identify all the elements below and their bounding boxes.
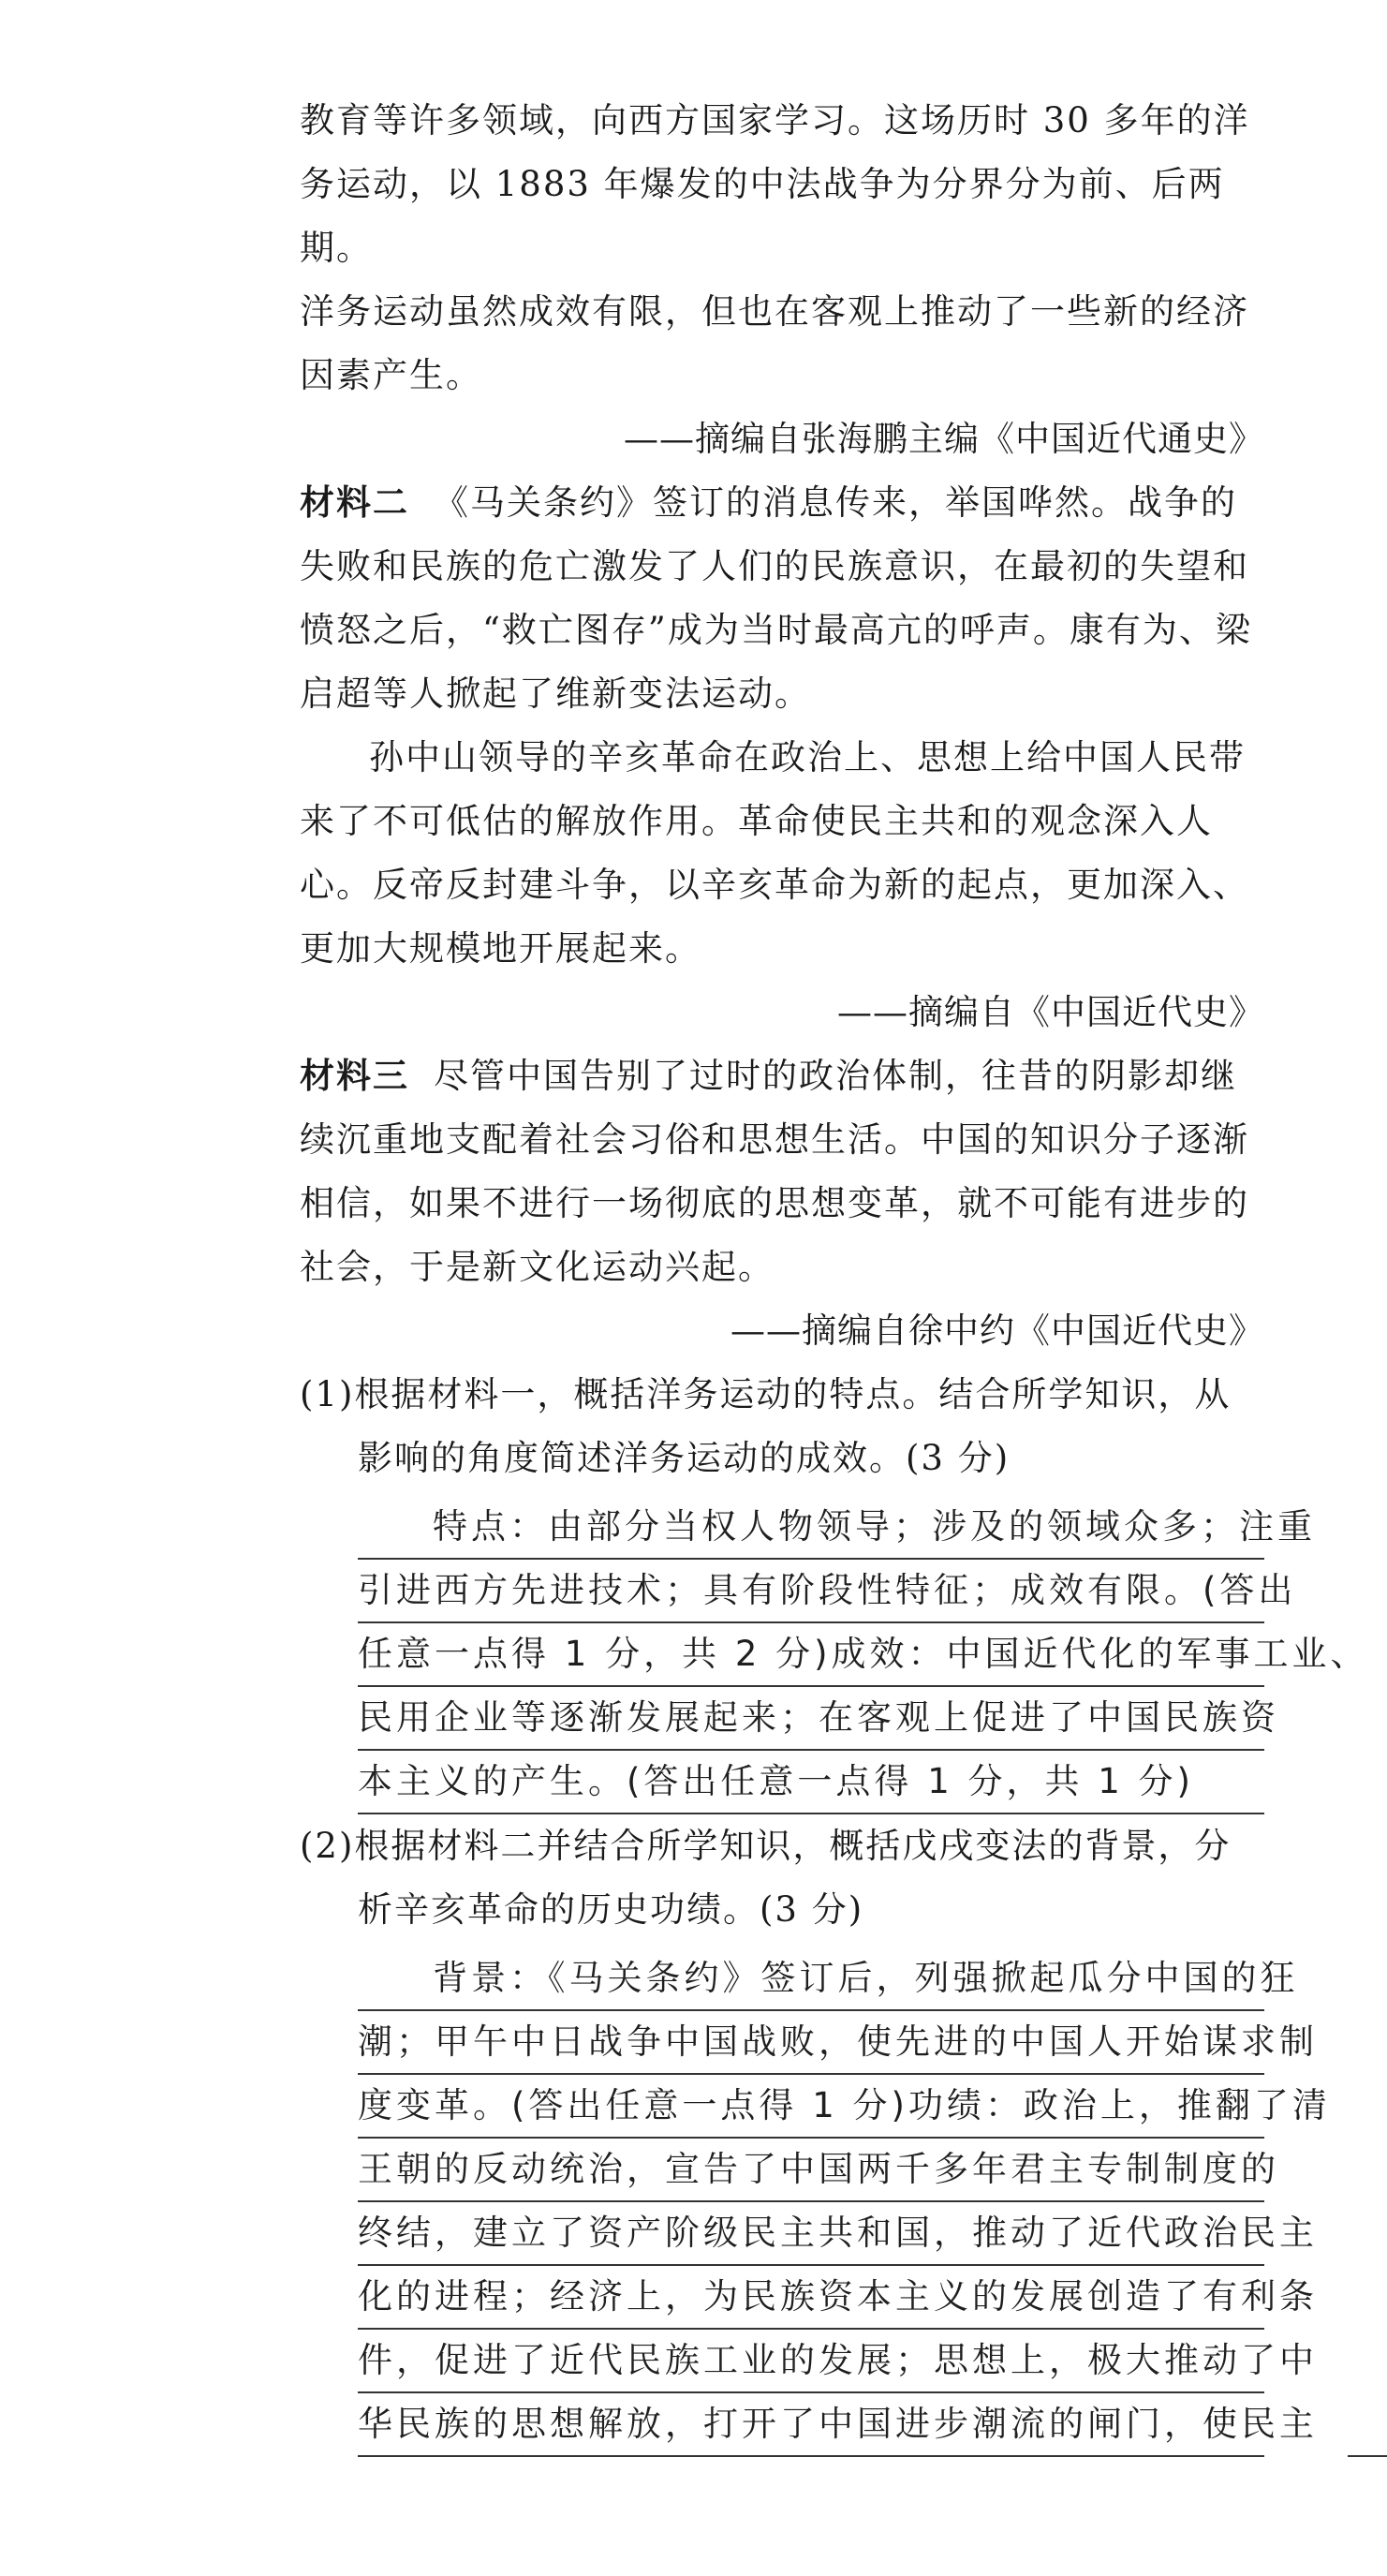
material2-text1: 《马关条约》签订的消息传来，举国哗然。战争的失败和民族的危亡激发了人们的民族意识，在最初的失望和愤怒之后，“救亡图存”成为当时最高亢的呼声。康有为、梁启超等人掀起了维新变法运动。 — [300, 482, 1252, 714]
answer-line: 潮；甲午中日战争中国战败，使先进的中国人开始谋求制 — [358, 2011, 1264, 2075]
answer-line: 件，促进了近代民族工业的发展；思想上，极大推动了中 — [358, 2330, 1264, 2393]
material1-continuation — [300, 89, 1264, 471]
question2 — [300, 1814, 1331, 2457]
material3-text1: 尽管中国告别了过时的政治体制，往昔的阴影却继续沉重地支配着社会习俗和思想生活。中国的知识分子逐渐相信，如果不进行一场彻底的思想变革，就不可能有进步的社会，于是新文化运动兴起。 — [300, 1056, 1249, 1287]
material2-paragraph1 — [300, 471, 1264, 726]
answer-line: 华民族的思想解放，打开了中国进步潮流的闸门，使民主 — [358, 2393, 1264, 2457]
material2-paragraph2: 孙中山领导的辛亥革命在政治上、思想上给中国人民带来了不可低估的解放作用。革命使民主共和的观念深入人心。反帝反封建斗争，以辛亥革命为新的起点，更加深入、更加大规模地开展起来。 — [300, 737, 1249, 969]
material3-paragraph1 — [300, 1044, 1264, 1299]
intro-line: 因素产生。 — [300, 355, 482, 395]
page-edge-dash — [1348, 2455, 1387, 2457]
answer-line: 王朝的反动统治，宣告了中国两千多年君主专制制度的 — [358, 2139, 1264, 2202]
material2 — [300, 471, 1264, 1044]
material2-label: 材料二 — [300, 482, 409, 523]
material3-label: 材料三 — [300, 1056, 409, 1096]
answer-line: 化的进程；经济上，为民族资本主义的发展创造了有利条 — [358, 2266, 1264, 2330]
material2-source: ——摘编自《中国近代史》 — [837, 992, 1264, 1032]
material1-source: ——摘编自张海鹏主编《中国近代通史》 — [624, 419, 1264, 459]
answer-line: 引进西方先进技术；具有阶段性特征；成效有限。(答出 — [358, 1560, 1264, 1623]
question2-answer — [358, 1947, 1331, 2457]
intro-line: 务运动，以 1883 年爆发的中法战争为分界分为前、后两期。 — [300, 164, 1225, 268]
question2-prompt: (2)根据材料二并结合所学知识，概括戊戌变法的背景，分析辛亥革命的历史功绩。(3 分) — [300, 1826, 1232, 1930]
answer-line: 度变革。(答出任意一点得 1 分)功绩：政治上，推翻了清 — [358, 2075, 1264, 2139]
question1-answer — [358, 1496, 1369, 1814]
answer-line: 民用企业等逐渐发展起来；在客观上促进了中国民族资 — [358, 1687, 1264, 1751]
answer-line: 背景：《马关条约》签订后，列强掀起瓜分中国的狂 — [358, 1947, 1264, 2011]
answer-line: 终结，建立了资产阶级民主共和国，推动了近代政治民主 — [358, 2202, 1264, 2266]
answer-line: 任意一点得 1 分，共 2 分)成效：中国近代化的军事工业、 — [358, 1623, 1264, 1687]
intro-line: 洋务运动虽然成效有限，但也在客观上推动了一些新的经济 — [300, 291, 1249, 332]
material3-source: ——摘编自徐中约《中国近代史》 — [730, 1310, 1264, 1351]
answer-line: 本主义的产生。(答出任意一点得 1 分，共 1 分) — [358, 1751, 1264, 1814]
answer-line: 特点：由部分当权人物领导；涉及的领域众多；注重 — [358, 1496, 1264, 1560]
page-content — [300, 89, 1369, 2457]
intro-line: 教育等许多领域，向西方国家学习。这场历时 30 多年的洋 — [300, 100, 1250, 141]
question1-prompt: (1)根据材料一，概括洋务运动的特点。结合所学知识，从影响的角度简述洋务运动的成效。(3 分) — [300, 1374, 1232, 1478]
material3 — [300, 1044, 1264, 1363]
question1 — [300, 1363, 1369, 1814]
